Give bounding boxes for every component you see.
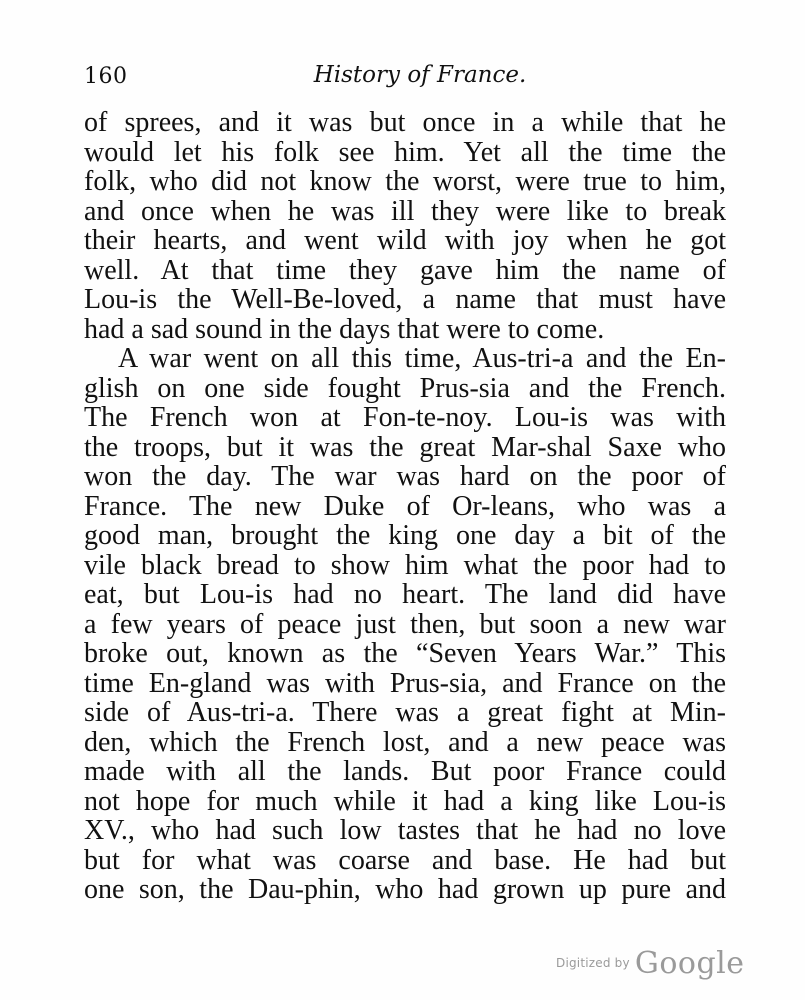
text-line: not hope for much while it had a king like Lou-is (84, 785, 726, 817)
text-line: one son, the Dau-phin, who had grown up pure and (84, 874, 726, 905)
text-line: Lou-is the Well-Be-loved, a name that must have (84, 284, 726, 315)
text-line: well. At that time they gave him the name of (84, 254, 726, 286)
text-line: but for what was coarse and base. He had but (84, 844, 726, 876)
text-line: The French won at Fon-te-noy. Lou-is was with (84, 402, 726, 433)
paragraph-1 (84, 108, 726, 344)
running-title: History of France. (313, 62, 527, 88)
text-line: a few years of peace just then, but soon a new war (84, 608, 726, 640)
text-line: the troops, but it was the great Mar-shal Saxe who (84, 431, 726, 463)
text-line: good man, brought the king one day a bit of the (84, 520, 726, 551)
text-line: eat, but Lou-is had no heart. The land did have (84, 579, 726, 610)
text-line: of sprees, and it was but once in a while that he (84, 107, 726, 138)
digitized-watermark (556, 946, 745, 981)
text-line: their hearts, and went wild with joy when he got (84, 225, 726, 256)
text-line: France. The new Duke of Or-leans, who was a (84, 490, 726, 522)
watermark-prefix: Digitized by (556, 956, 630, 970)
text-line: time En-gland was with Prus-sia, and France on the (84, 667, 726, 699)
text-line: broke out, known as the “Seven Years War.” This (84, 638, 726, 669)
page-number: 160 (84, 64, 128, 89)
text-line: den, which the French lost, and a new peace was (84, 726, 726, 758)
text-line: folk, who did not know the worst, were true to him, (84, 166, 726, 197)
text-line: won the day. The war was hard on the poor of (84, 461, 726, 492)
text-line: A war went on all this time, Aus-tri-a and the En- (118, 343, 726, 374)
text-line: would let his folk see him. Yet all the time the (84, 136, 726, 168)
google-logo: Google (634, 946, 745, 981)
text-line: glish on one side fought Prus-sia and the French. (84, 372, 726, 404)
text-line: XV., who had such low tastes that he had no love (84, 815, 726, 846)
paragraph-2 (84, 344, 726, 905)
page-header (84, 62, 726, 94)
text-line: made with all the lands. But poor France could (84, 756, 726, 787)
text-line: had a sad sound in the days that were to come. (84, 313, 605, 345)
text-line: vile black bread to show him what the poor had to (84, 549, 726, 581)
body-text (84, 108, 726, 905)
text-line: side of Aus-tri-a. There was a great fight at Min- (84, 697, 726, 728)
text-line: and once when he was ill they were like to break (84, 195, 726, 227)
